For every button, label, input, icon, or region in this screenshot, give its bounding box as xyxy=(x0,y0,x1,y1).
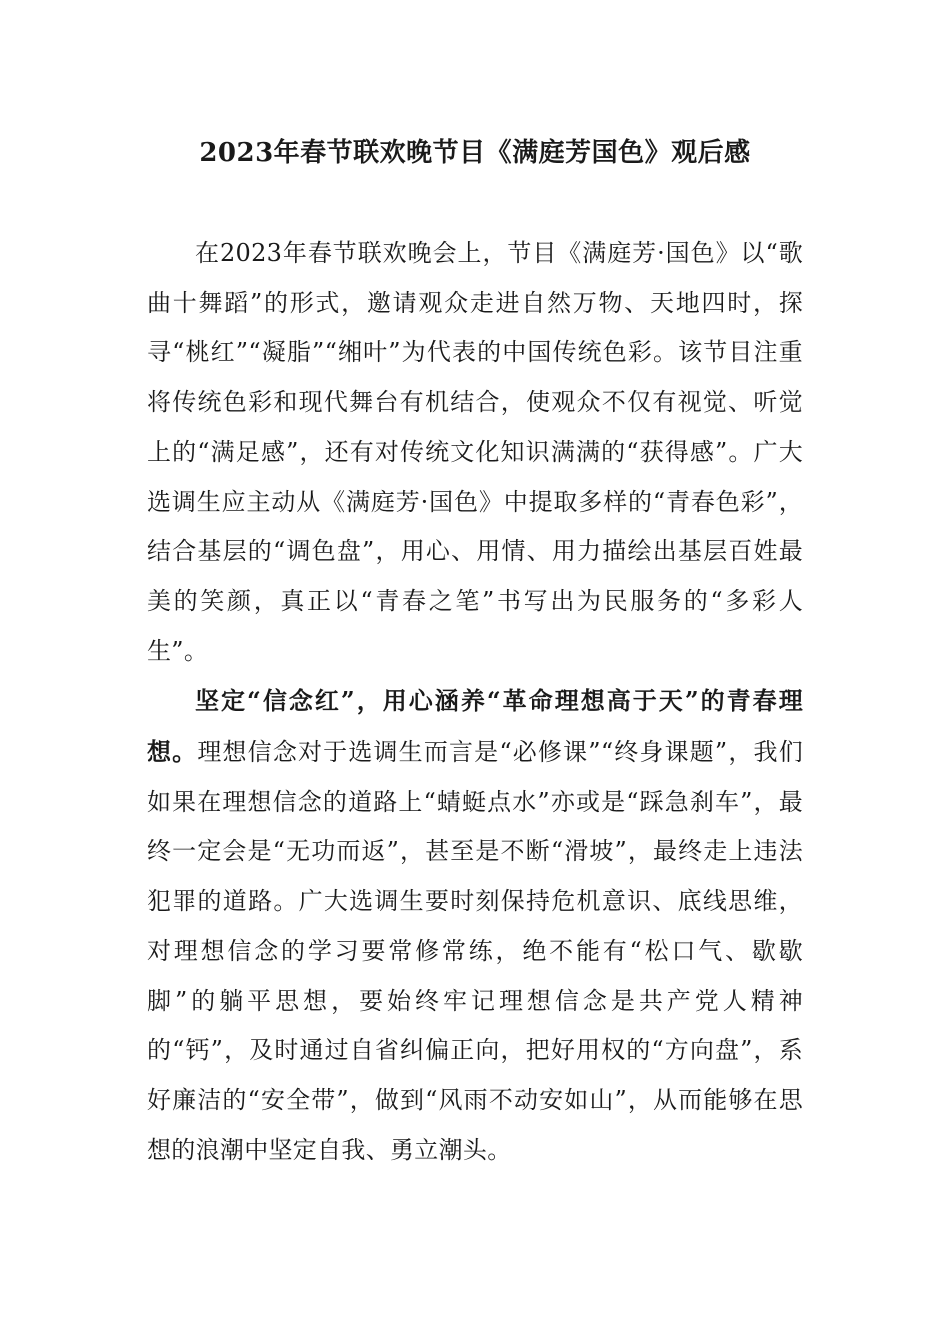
document-body xyxy=(147,228,803,1175)
paragraph-1 xyxy=(147,228,803,676)
paragraph-2 xyxy=(147,676,803,1175)
document-title: 2023年春节联欢晚节目《满庭芳国色》观后感 xyxy=(199,138,751,168)
paragraph-2-text: 理想信念对于选调生而言是“必修课”“终身课题”，我们如果在理想信念的道路上“蜻蜓点水”亦或是“踩急刹车”，最终一定会是“无功而返”，甚至是不断“滑坡”，最终走上违法犯罪的道路。广大选调生要时刻保持危机意识、底线思维，对理想信念的学习要常修常练，绝不能有“松口气、歇歇脚”的躺平思想，要始终牢记理想信念是共产党人精神的“钙”，及时通过自省纠偏正向，把好用权的“方向盘”，系好廉洁的“安全带”，做到“风雨不动安如山”，从而能够在思想的浪潮中坚定自我、勇立潮头。 xyxy=(147,738,803,1164)
paragraph-1-text: 在2023年春节联欢晚会上，节目《满庭芳·国色》以“歌曲十舞蹈”的形式，邀请观众走进自然万物、天地四时，探寻“桃红”“凝脂”“缃叶”为代表的中国传统色彩。该节目注重将传统色彩和现代舞台有机结合，使观众不仅有视觉、听觉上的“满足感”，还有对传统文化知识满满的“获得感”。广大选调生应主动从《满庭芳·国色》中提取多样的“青春色彩”，结合基层的“调色盘”，用心、用情、用力描绘出基层百姓最美的笑颜，真正以“青春之笔”书写出为民服务的“多彩人生”。 xyxy=(147,239,803,665)
paragraph-2-lead: 坚定“信念红”，用心涵养“革命理想高于天”的青春理想。 xyxy=(147,686,803,767)
